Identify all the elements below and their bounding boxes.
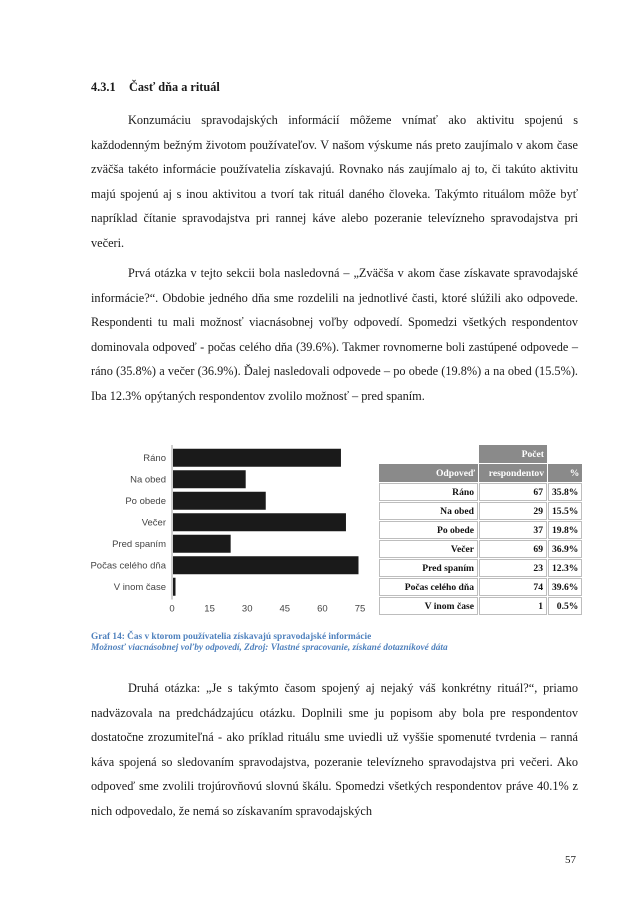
category-label: Pred spaním <box>112 538 166 550</box>
paragraph: Prvá otázka v tejto sekcii bola nasledovná – „Zväčša v akom čase získavate spravodajské informácie?“. Obdobie jedného dňa sme rozdelili na jednotlivé časti, ktoré slúžili ako odpovede. Respondenti tu mali možnosť viacnásobnej voľby odpovedí. Spomedzi všetkých respondentov dominovala odpoveď - počas celého dňa (39.6%). Takmer rovnomerne boli zastúpené odpovede – ráno (35.8%) a večer (36.9%). Ďalej nasledovali odpovede – po obede (19.8%) a na obed (15.5%). Iba 12.3% opýtaných respondentov zvolilo možnosť – pred spaním. <box>91 266 578 403</box>
bar-chart-svg <box>91 443 381 623</box>
table-cell: 29 <box>479 502 547 520</box>
bar <box>173 578 176 596</box>
table-cell: Na obed <box>379 502 478 520</box>
table-row <box>379 483 582 501</box>
table-cell: Po obede <box>379 521 478 539</box>
table-row <box>379 559 582 577</box>
table-cell: 69 <box>479 540 547 558</box>
category-label: Na obed <box>130 474 166 486</box>
table-cell: 12.3% <box>548 559 582 577</box>
paragraph: Druhá otázka: „Je s takýmto časom spojený aj nejaký váš konkrétny rituál?“, priamo nadväzovala na predchádzajúcu otázku. Doplnili sme ju popisom aby bola pre respondentov dostatočne zrozumiteľná - ako príklad rituálu sme uviedli už vyššie spomenuté tvrdenia – ranná káva spojená so sledovaním spravodajstva, pozeranie televízneho spravodajstva pri večeri. Ako odpoveď sme zvolili trojúrovňovú slovnú škálu. Spomedzi všetkých respondentov práve 40.1% z nich odpovedalo, že nemá so získavaním spravodajských <box>91 681 578 818</box>
category-label: Počas celého dňa <box>90 560 166 572</box>
table-body <box>379 483 582 615</box>
table-header-row <box>379 445 582 463</box>
bar-chart <box>91 443 381 623</box>
section-title: Časť dňa a rituál <box>129 80 220 94</box>
caption-source: Možnosť viacnásobnej voľby odpovedí, Zdroj: Vlastné spracovanie, získané dotazníkové dáta <box>91 643 448 653</box>
table-cell: Večer <box>379 540 478 558</box>
table-row <box>379 502 582 520</box>
x-tick-label: 30 <box>241 603 253 615</box>
bar <box>173 470 246 488</box>
table-cell: Počas celého dňa <box>379 578 478 596</box>
paragraph: Konzumáciu spravodajských informácií môžeme vnímať ako aktivitu spojenú s každodenným bežným životom používateľov. V našom výskume nás preto zaujímalo v akom čase zväčša takéto informácie používatelia získavajú. Rovnako nás zaujímalo aj to, či takúto aktivitu majú spojenú aj s inou aktivitou a tvorí tak rituál daného človeka. Takýmto rituálom môže byť napríklad čítanie spravodajstva pri rannej káve alebo pozeranie televízneho spravodajstva pri večeri. <box>91 113 578 250</box>
table-cell: 19.8% <box>548 521 582 539</box>
data-table <box>378 444 583 616</box>
page-number: 57 <box>565 854 576 866</box>
caption-title: Graf 14: Čas v ktorom používatelia získavajú spravodajské informácie <box>91 632 372 642</box>
category-label: Večer <box>141 517 166 529</box>
bar <box>173 492 266 510</box>
section-heading <box>91 80 220 95</box>
table-cell: 39.6% <box>548 578 582 596</box>
table-cell: Pred spaním <box>379 559 478 577</box>
table-cell: 15.5% <box>548 502 582 520</box>
table-header-row <box>379 464 582 482</box>
x-tick-label: 75 <box>354 603 366 615</box>
table-row <box>379 540 582 558</box>
table-cell: 67 <box>479 483 547 501</box>
table-header-cell: respondentov <box>479 464 547 482</box>
bar <box>173 449 341 467</box>
table-cell: 35.8% <box>548 483 582 501</box>
bar <box>173 513 346 531</box>
category-label: Po obede <box>125 495 166 507</box>
x-tick-label: 45 <box>279 603 291 615</box>
bar <box>173 535 231 553</box>
table-cell: 1 <box>479 597 547 615</box>
table-row <box>379 597 582 615</box>
x-tick-label: 15 <box>204 603 215 615</box>
table-header-cell: Počet <box>479 445 547 463</box>
category-label: V inom čase <box>113 581 166 593</box>
figure-caption <box>91 632 591 654</box>
x-tick-label: 0 <box>169 603 175 615</box>
table-cell: 36.9% <box>548 540 582 558</box>
table-header-cell <box>379 445 478 463</box>
table-cell: 23 <box>479 559 547 577</box>
table-header-cell <box>548 445 582 463</box>
table-row <box>379 521 582 539</box>
table-header-cell: Odpoveď <box>379 464 478 482</box>
x-tick-label: 60 <box>317 603 328 615</box>
table-cell: V inom čase <box>379 597 478 615</box>
table-cell: Ráno <box>379 483 478 501</box>
bar <box>173 556 358 574</box>
table-cell: 37 <box>479 521 547 539</box>
table-cell: 0.5% <box>548 597 582 615</box>
table-header-cell: % <box>548 464 582 482</box>
table-row <box>379 578 582 596</box>
category-label: Ráno <box>143 452 166 464</box>
table-cell: 74 <box>479 578 547 596</box>
section-number: 4.3.1 <box>91 80 116 94</box>
